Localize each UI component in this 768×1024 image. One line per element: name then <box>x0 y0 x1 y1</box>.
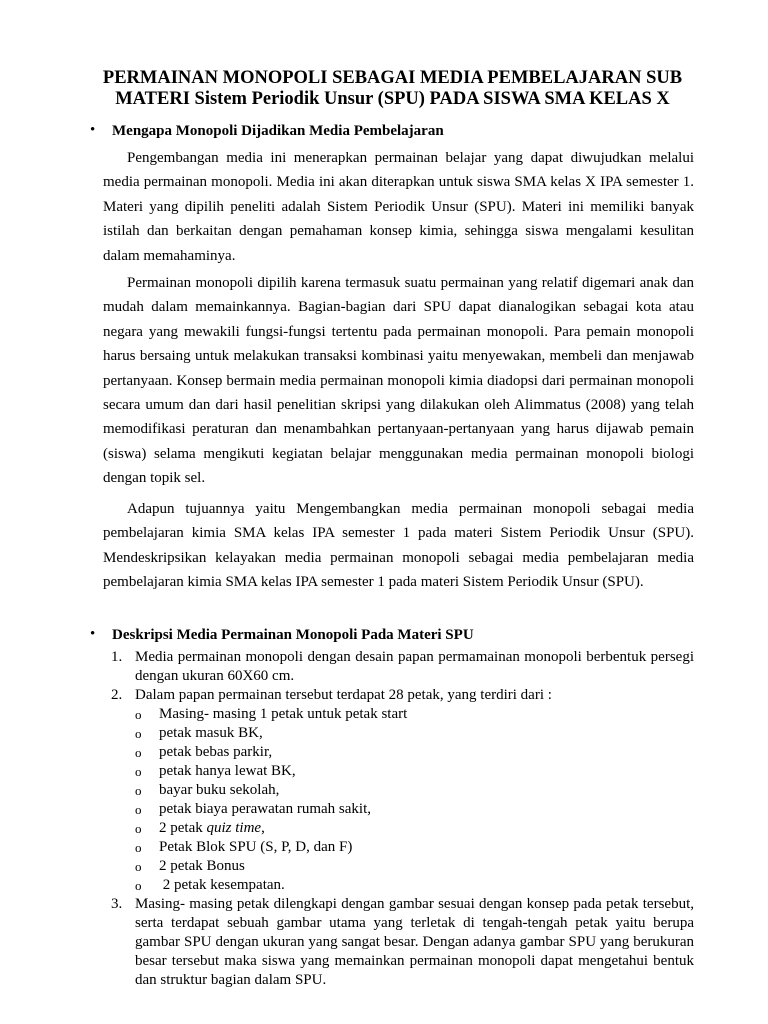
sub-list-item: o 2 petak Bonus <box>135 858 245 874</box>
list-item <box>103 686 694 895</box>
circle-bullet-icon: o <box>135 840 142 855</box>
list-item-text: Media permainan monopoli dengan desain papan permamainan monopoli berbentuk persegi dengan ukuran 60X60 cm. <box>135 649 694 684</box>
paragraph-reason: Permainan monopoli dipilih karena termasuk suatu permainan yang relatif digemari anak dan mudah dalam memainkannya. Bagian-bagian dari SPU dapat dianalogikan sebagai kota atau negara yang mewakili fungsi-fungsi tertentu pada permainan monopoli. Para pemain monopoli harus bersaing untuk melakukan transaksi kombinasi yaitu menyewakan, membeli dan menjawab pertanyaan. Konsep bermain media permainan monopoli kimia diadopsi dari permainan monopoli secara umum dan dari hasil penelitian skripsi yang dilakukan oleh Alimmatus (2008) yang telah memodifikasi peraturan dan menambahkan pertanyaan-pertanyaan yang harus dijawab pemain (siswa) selama mengikuti kegiatan belajar menggunakan media permainan monopoli biologi dengan topik sel. <box>103 275 694 487</box>
bullet-icon: • <box>90 626 96 642</box>
paragraph-purpose: Adapun tujuannya yaitu Mengembangkan media permainan monopoli sebagai media pembelajaran kimia SMA kelas IPA semester 1 pada materi Sistem Periodik Unsur (SPU). Mendeskripsikan kelayakan media permainan monopoli sebagai media pembelajaran media pembelajaran kimia SMA kelas IPA semester 1 pada materi Sistem Periodik Unsur (SPU). <box>103 501 694 591</box>
circle-bullet-icon: o <box>135 802 142 817</box>
sub-list-item: o bayar buku sekolah, <box>135 782 280 798</box>
title-line-2: MATERI Sistem Periodik Unsur (SPU) PADA SISWA SMA KELAS X <box>115 89 670 109</box>
bullet-icon: • <box>90 122 96 138</box>
list-number: 1. <box>111 649 123 665</box>
list-number: 2. <box>111 687 123 703</box>
circle-bullet-icon: o <box>135 821 142 836</box>
description-list <box>103 648 694 990</box>
title-line-1: PERMAINAN MONOPOLI SEBAGAI MEDIA PEMBELAJARAN SUB <box>102 68 683 88</box>
list-item <box>103 648 694 686</box>
circle-bullet-icon: o <box>135 859 142 874</box>
circle-bullet-icon: o <box>135 707 142 722</box>
list-item-text: Masing- masing petak dilengkapi dengan gambar sesuai dengan konsep pada petak tersebut, serta terdapat sebuah gambar utama yang terletak di tengah-tengah petak yaitu berupa gambar SPU dengan ukuran yang sangat besar. Dengan adanya gambar SPU yang berukuran besar tersebut maka siswa yang memainkan permainan monopoli dapat mengetahui bentuk dan struktur bagian dalam SPU. <box>135 896 694 988</box>
paragraph-development: Pengembangan media ini menerapkan permainan belajar yang dapat diwujudkan melalui media permainan monopoli. Media ini akan diterapkan untuk siswa SMA kelas X IPA semester 1. Materi yang dipilih peneliti adalah Sistem Periodik Unsur (SPU). Materi ini memiliki banyak istilah dan berkaitan dengan pemahaman konsep kimia, sehingga siswa mengalami kesulitan dalam memahaminya. <box>103 150 694 264</box>
sub-list-item: o petak hanya lewat BK, <box>135 763 296 779</box>
sub-list-item: o petak masuk BK, <box>135 725 263 741</box>
petak-sublist <box>135 705 694 895</box>
circle-bullet-icon: o <box>135 726 142 741</box>
section-heading-text: Deskripsi Media Permainan Monopoli Pada Materi SPU <box>112 627 474 643</box>
circle-bullet-icon: o <box>135 764 142 779</box>
sub-list-item: o petak biaya perawatan rumah sakit, <box>135 801 371 817</box>
list-number: 3. <box>111 896 123 912</box>
section-heading-text: Mengapa Monopoli Dijadikan Media Pembelajaran <box>112 123 444 139</box>
circle-bullet-icon: o <box>135 878 142 893</box>
list-item <box>103 895 694 990</box>
sub-list-item: o 2 petak quiz time, <box>135 820 265 836</box>
document-title <box>90 68 695 110</box>
list-item-text: Dalam papan permainan tersebut terdapat 28 petak, yang terdiri dari : <box>135 687 552 703</box>
sub-list-item: o 2 petak kesempatan. <box>135 877 285 893</box>
sub-list-item: o Masing- masing 1 petak untuk petak start <box>135 706 408 722</box>
sub-list-item: o petak bebas parkir, <box>135 744 273 760</box>
circle-bullet-icon: o <box>135 783 142 798</box>
quiz-time-italic: quiz time <box>206 820 262 836</box>
circle-bullet-icon: o <box>135 745 142 760</box>
sub-list-item: o Petak Blok SPU (S, P, D, dan F) <box>135 839 353 855</box>
